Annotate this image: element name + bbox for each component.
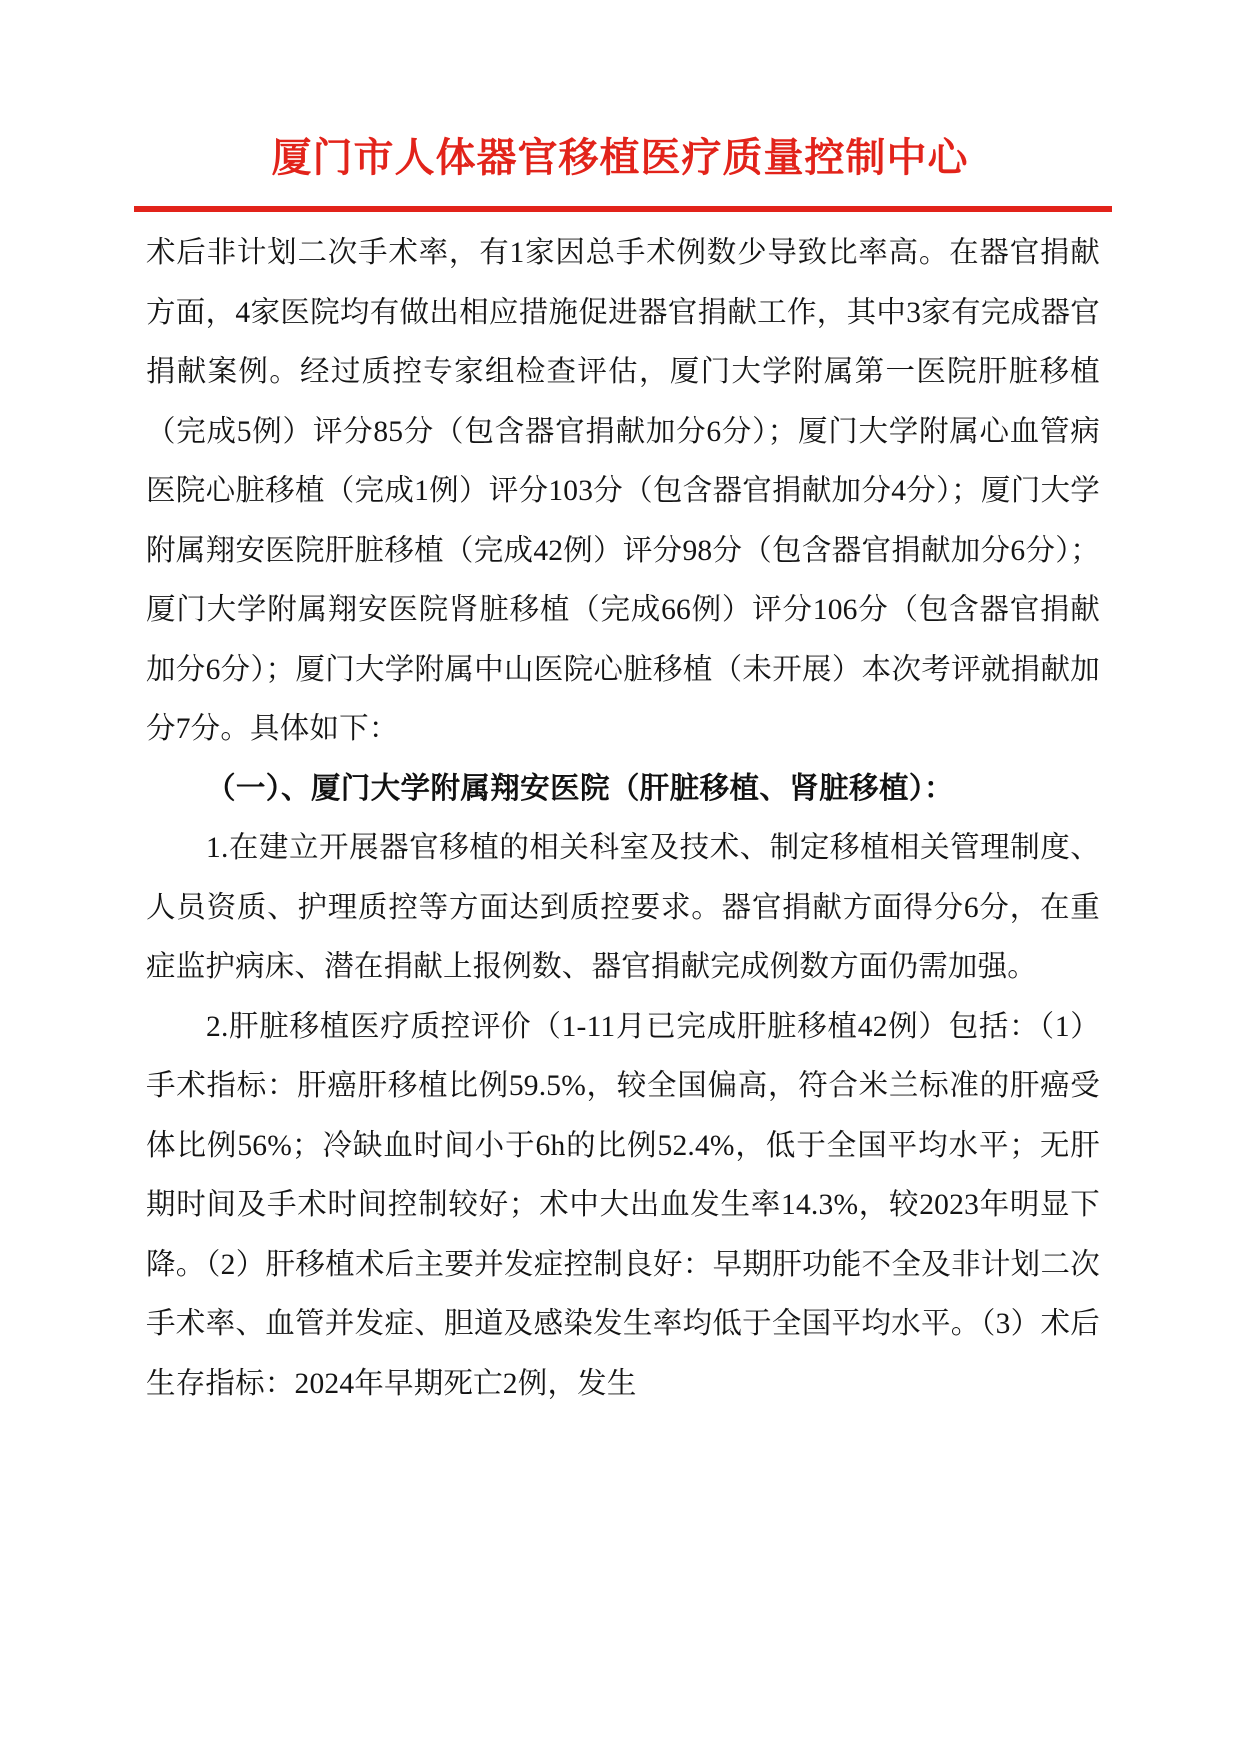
letterhead-title: 厦门市人体器官移植医疗质量控制中心 xyxy=(271,135,969,180)
body-paragraph-2: 1.在建立开展器官移植的相关科室及技术、制定移植相关管理制度、人员资质、护理质控等方面达到质控要求。器官捐献方面得分6分，在重症监护病床、潜在捐献上报例数、器官捐献完成例数方面仍需加强。 xyxy=(146,832,1100,983)
body-paragraph-1: 术后非计划二次手术率，有1家因总手术例数少导致比率高。在器官捐献方面，4家医院均有做出相应措施促进器官捐献工作，其中3家有完成器官捐献案例。经过质控专家组检查评估，厦门大学附属第一医院肝脏移植（完成5例）评分85分（包含器官捐献加分6分）；厦门大学附属心血管病医院心脏移植（完成1例）评分103分（包含器官捐献加分4分）；厦门大学附属翔安医院肝脏移植（完成42例）评分98分（包含器官捐献加分6分）；厦门大学附属翔安医院肾脏移植（完成66例）评分106分（包含器官捐献加分6分）；厦门大学附属中山医院心脏移植（未开展）本次考评就捐献加分7分。具体如下： xyxy=(146,237,1100,745)
body-paragraph-3: 2.肝脏移植医疗质控评价（1-11月已完成肝脏移植42例）包括：（1）手术指标：肝癌肝移植比例59.5%，较全国偏高，符合米兰标准的肝癌受体比例56%；冷缺血时间小于6h的比例52.4%，低于全国平均水平；无肝期时间及手术时间控制较好；术中大出血发生率14.3%，较2023年明显下降。（2）肝移植术后主要并发症控制良好：早期肝功能不全及非计划二次手术率、血管并发症、胆道及感染发生率均低于全国平均水平。（3）术后生存指标：2024年早期死亡2例，发生 xyxy=(146,1010,1100,1400)
letterhead xyxy=(0,132,1240,184)
document-body xyxy=(146,224,1100,1414)
letterhead-divider-rule xyxy=(134,206,1112,212)
section-heading-1: （一）、厦门大学附属翔安医院（肝脏移植、肾脏移植）： xyxy=(206,772,954,805)
